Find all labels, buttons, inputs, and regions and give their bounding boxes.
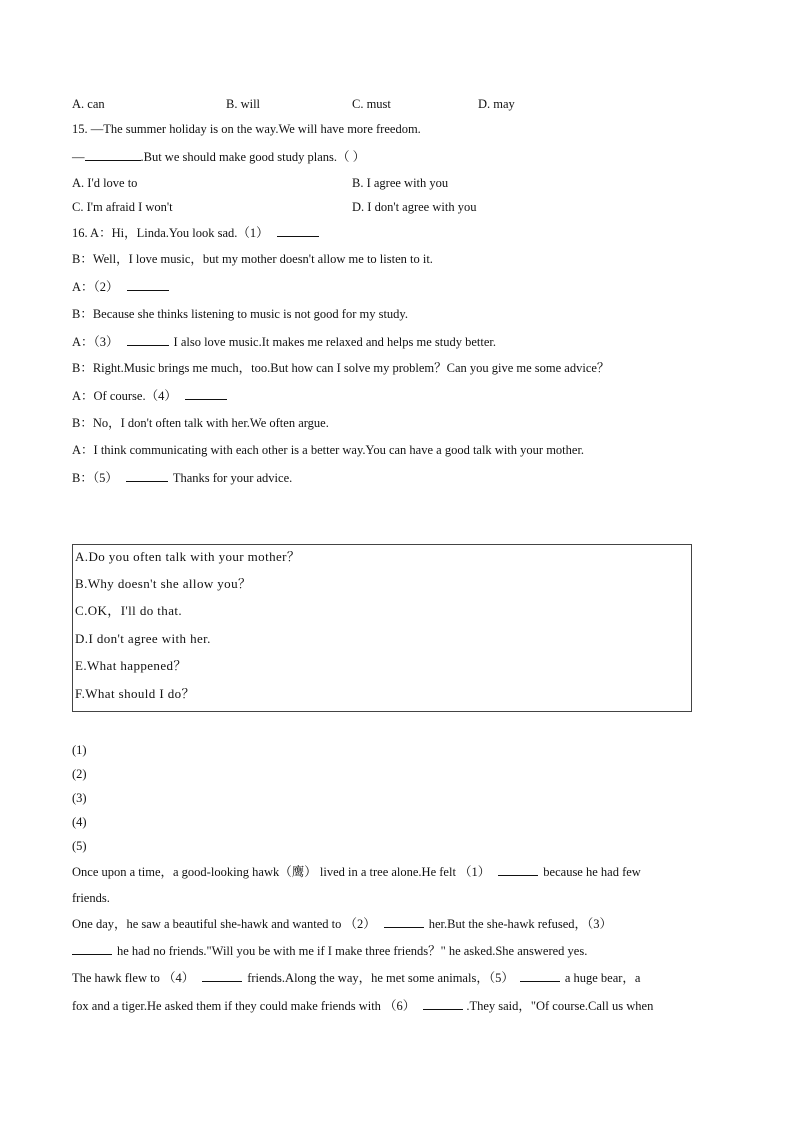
choice-a: A.Do you often talk with your mother？ xyxy=(75,549,301,564)
q16-line-7 xyxy=(72,387,230,404)
q16-line-10-text: B：（5） xyxy=(72,471,118,485)
q15-option-c: C. I'm afraid I won't xyxy=(72,200,173,214)
q15-option-b: B. I agree with you xyxy=(352,176,449,190)
choice-d: D.I don't agree with her. xyxy=(75,631,211,646)
passage-line-4 xyxy=(72,942,587,959)
passage-blank-3 xyxy=(72,942,112,955)
q16-line-6: B：Right.Music brings me much，too.But how can I solve my problem？Can you give me some advice？ xyxy=(72,361,610,375)
q16-line-9: A：I think communicating with each other is a better way.You can have a good talk with your mother. xyxy=(72,443,585,457)
q16-line-5 xyxy=(72,333,496,350)
q15-option-a: A. I'd love to xyxy=(72,176,138,190)
q15-line2 xyxy=(72,148,365,165)
q14-option-a: A. can xyxy=(72,97,105,111)
q15-blank xyxy=(85,148,141,161)
passage-line-3-a: One day，he saw a beautiful she-hawk and wanted to （2） xyxy=(72,917,376,931)
passage-line-5-a: The hawk flew to （4） xyxy=(72,971,195,985)
q16-line-3 xyxy=(72,278,172,295)
passage-line-5-c: a huge bear，a xyxy=(564,971,641,985)
q15-stem: 15. —The summer holiday is on the way.We will have more freedom. xyxy=(72,122,421,136)
q16-line-10-suffix: Thanks for your advice. xyxy=(172,471,293,485)
passage-line-3 xyxy=(72,915,612,932)
q14-option-c: C. must xyxy=(352,97,391,111)
passage-line-5 xyxy=(72,969,640,986)
q16-blank-1 xyxy=(277,224,319,237)
answer-slot-2[interactable]: (2) xyxy=(72,767,87,781)
passage-line-5-b: friends.Along the way，he met some animals，（5） xyxy=(247,971,514,985)
passage-blank-5 xyxy=(520,969,560,982)
q15-line2-suffix: .But we should make good study plans.（ ） xyxy=(140,150,366,164)
choice-c: C.OK，I'll do that. xyxy=(75,603,183,618)
q16-blank-4 xyxy=(185,387,227,400)
q16-line-1-text: 16. A：Hi，Linda.You look sad.（1） xyxy=(72,226,269,240)
passage-line-6-b: .They said，"Of course.Call us when xyxy=(466,999,654,1013)
passage-line-6 xyxy=(72,997,653,1014)
answer-slot-4[interactable]: (4) xyxy=(72,815,87,829)
passage-blank-6 xyxy=(423,997,463,1010)
passage-blank-2 xyxy=(384,915,424,928)
q16-line-10 xyxy=(72,469,292,486)
choice-f: F.What should I do？ xyxy=(75,686,195,701)
q14-option-d: D. may xyxy=(478,97,515,111)
choice-e: E.What happened？ xyxy=(75,658,187,673)
passage-line-1-a: Once upon a time，a good-looking hawk（鹰） lived in a tree alone.He felt （1） xyxy=(72,865,491,879)
answer-slot-1[interactable]: (1) xyxy=(72,743,87,757)
q16-line-3-text: A：（2） xyxy=(72,280,119,294)
q16-line-1 xyxy=(72,224,322,241)
q16-line-2: B：Well，I love music，but my mother doesn't allow me to listen to it. xyxy=(72,252,433,266)
choices-box xyxy=(72,544,692,712)
passage-line-1-b: because he had few xyxy=(543,865,641,879)
passage-line-2: friends. xyxy=(72,891,110,905)
q16-line-4: B：Because she thinks listening to music is not good for my study. xyxy=(72,307,408,321)
passage-blank-1 xyxy=(498,863,538,876)
passage-line-3-b: her.But the she-hawk refused，（3） xyxy=(428,917,613,931)
q16-blank-5 xyxy=(126,469,168,482)
q16-line-7-text: A：Of course.（4） xyxy=(72,389,177,403)
passage-line-6-a: fox and a tiger.He asked them if they could make friends with （6） xyxy=(72,999,416,1013)
passage-line-1 xyxy=(72,863,641,880)
q14-option-b: B. will xyxy=(226,97,261,111)
answer-slot-5[interactable]: (5) xyxy=(72,839,87,853)
q15-option-d: D. I don't agree with you xyxy=(352,200,477,214)
choice-b: B.Why doesn't she allow you？ xyxy=(75,576,252,591)
passage-line-4-b: he had no friends."Will you be with me if I make three friends？" he asked.She answered yes. xyxy=(117,944,588,958)
passage-blank-4 xyxy=(202,969,242,982)
q16-line-5-suffix: I also love music.It makes me relaxed and helps me study better. xyxy=(173,335,497,349)
q15-dash: — xyxy=(72,150,85,164)
q16-line-5-text: A：（3） xyxy=(72,335,119,349)
q16-blank-2 xyxy=(127,278,169,291)
q16-blank-3 xyxy=(127,333,169,346)
answer-slot-3[interactable]: (3) xyxy=(72,791,87,805)
q16-line-8: B：No，I don't often talk with her.We often argue. xyxy=(72,416,329,430)
